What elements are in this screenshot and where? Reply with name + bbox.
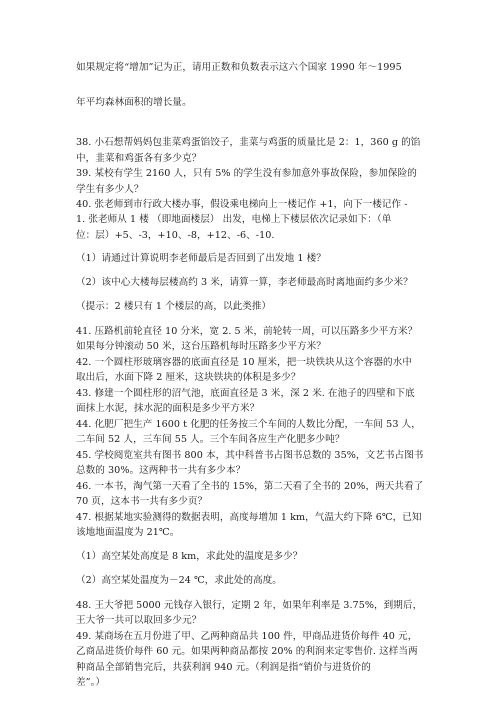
problem-46-line-1: 46. 一本书，淘气第一天看了全书的 15%，第二天看了全书的 20%，两天共看了 xyxy=(76,481,424,492)
problem-40-line-2: 1. 张老师从 1 楼 （即地面楼层） 出发，电梯上下楼层依次记录如下：（单 xyxy=(76,214,392,225)
problem-43-line-2: 面抹上水泥，抹水泥的面积是多少平方米？ xyxy=(76,403,260,414)
problem-41-line-2: 如果每分钟滚动 50 米，这台压路机每时压路多少平方米？ xyxy=(76,341,326,352)
problem-40-hint: （提示：2 楼只有 1 个楼层的高，以此类推） xyxy=(76,301,272,312)
problem-40-line-3: 位：层）+5、-3，+10、-8，+12、-6、-10. xyxy=(76,230,275,241)
problem-47-line-1: 47. 根据某地实验测得的数据表明，高度每增加 1 km，气温大约下降 6℃，已知 xyxy=(76,512,422,523)
problem-49-line-4: 差”。） xyxy=(76,677,106,688)
problem-46-line-2: 70 页，这本书一共有多少页？ xyxy=(76,496,208,507)
problem-39-line-2: 学生有多少人？ xyxy=(76,184,144,195)
problem-47-question-2: （2）高空某处温度为－24 ℃，求此处的高度。 xyxy=(76,575,282,586)
problem-48-line-2: 王大爷一共可以取回多少元？ xyxy=(76,615,202,626)
problem-47-question-1: （1）高空某处高度是 8 km，求此处的温度是多少？ xyxy=(76,551,303,562)
problem-42-line-1: 42. 一个圆柱形玻璃容器的底面直径是 10 厘米，把一块铁块从这个容器的水中 xyxy=(76,357,412,368)
problem-intro-line-1: 如果规定将“增加”记为正，请用正数和负数表示这六个国家 1990 年～1995 xyxy=(76,62,402,73)
problem-47-line-2: 该地地面温度为 21℃。 xyxy=(76,527,180,538)
problem-49-line-1: 49. 某商场在五月份进了甲、乙两种商品共 100 件，甲商品进货价每件 40 元， xyxy=(76,631,418,642)
problem-49-line-2: 乙商品进货价每件 60 元。如果两种商品都按 20% 的利润来定零售价. 这样当两 xyxy=(76,646,418,657)
problem-45-line-2: 总数的 30%。这两种书一共有多少本？ xyxy=(76,465,246,476)
problem-40-line-1: 40. 张老师到市行政大楼办事，假设乘电梯向上一楼记作 +1，向下一楼记作 - xyxy=(76,199,408,210)
problem-40-question-2: （2）该中心大楼每层楼高约 3 米，请算一算，李老师最高时离地面约多少米？ xyxy=(76,277,413,288)
problem-38-line-2: 中，韭菜和鸡蛋各有多少克？ xyxy=(76,153,202,164)
problem-39-line-1: 39. 某校有学生 2160 人，只有 5% 的学生没有参加意外事故保险，参加保险的 xyxy=(76,168,417,179)
problem-41-line-1: 41. 压路机前轮直径 10 分米，宽 2. 5 米，前轮转一周，可以压路多少平方米？ xyxy=(76,326,418,337)
problem-42-line-2: 取出后，水面下降 2 厘米，这块铁块的体积是多少？ xyxy=(76,372,301,383)
problem-38-line-1: 38. 小石想帮妈妈包韭菜鸡蛋馅饺子，韭菜与鸡蛋的质量比是 2：1，360 g 的馅 xyxy=(76,137,421,148)
problem-45-line-1: 45. 学校阅览室共有图书 800 本，其中科普书占图书总数的 35%，文艺书占图书 xyxy=(76,450,424,461)
problem-48-line-1: 48. 王大爷把 5000 元钱存入银行，定期 2 年，如果年利率是 3.75%，到期后， xyxy=(76,600,423,611)
problem-44-line-1: 44. 化肥厂把生产 1600 t 化肥的任务按三个车间的人数比分配，一车间 53 人， xyxy=(76,419,421,430)
problem-40-question-1: （1）请通过计算说明李老师最后是否回到了出发地 1 楼？ xyxy=(76,253,326,264)
problem-intro-line-2: 年平均森林面积的增长量。 xyxy=(76,97,192,108)
problem-43-line-1: 43. 修建一个圆柱形的沼气池，底面直径是 3 米，深 2 米. 在池子的四壁和下底 xyxy=(76,388,415,399)
problem-44-line-2: 二车间 52 人，三车间 55 人。三个车间各应生产化肥多少吨？ xyxy=(76,434,345,445)
problem-49-line-3: 种商品全部销售完后，共获利润 940 元。（利润是指“销价与进货价的 xyxy=(76,662,371,673)
